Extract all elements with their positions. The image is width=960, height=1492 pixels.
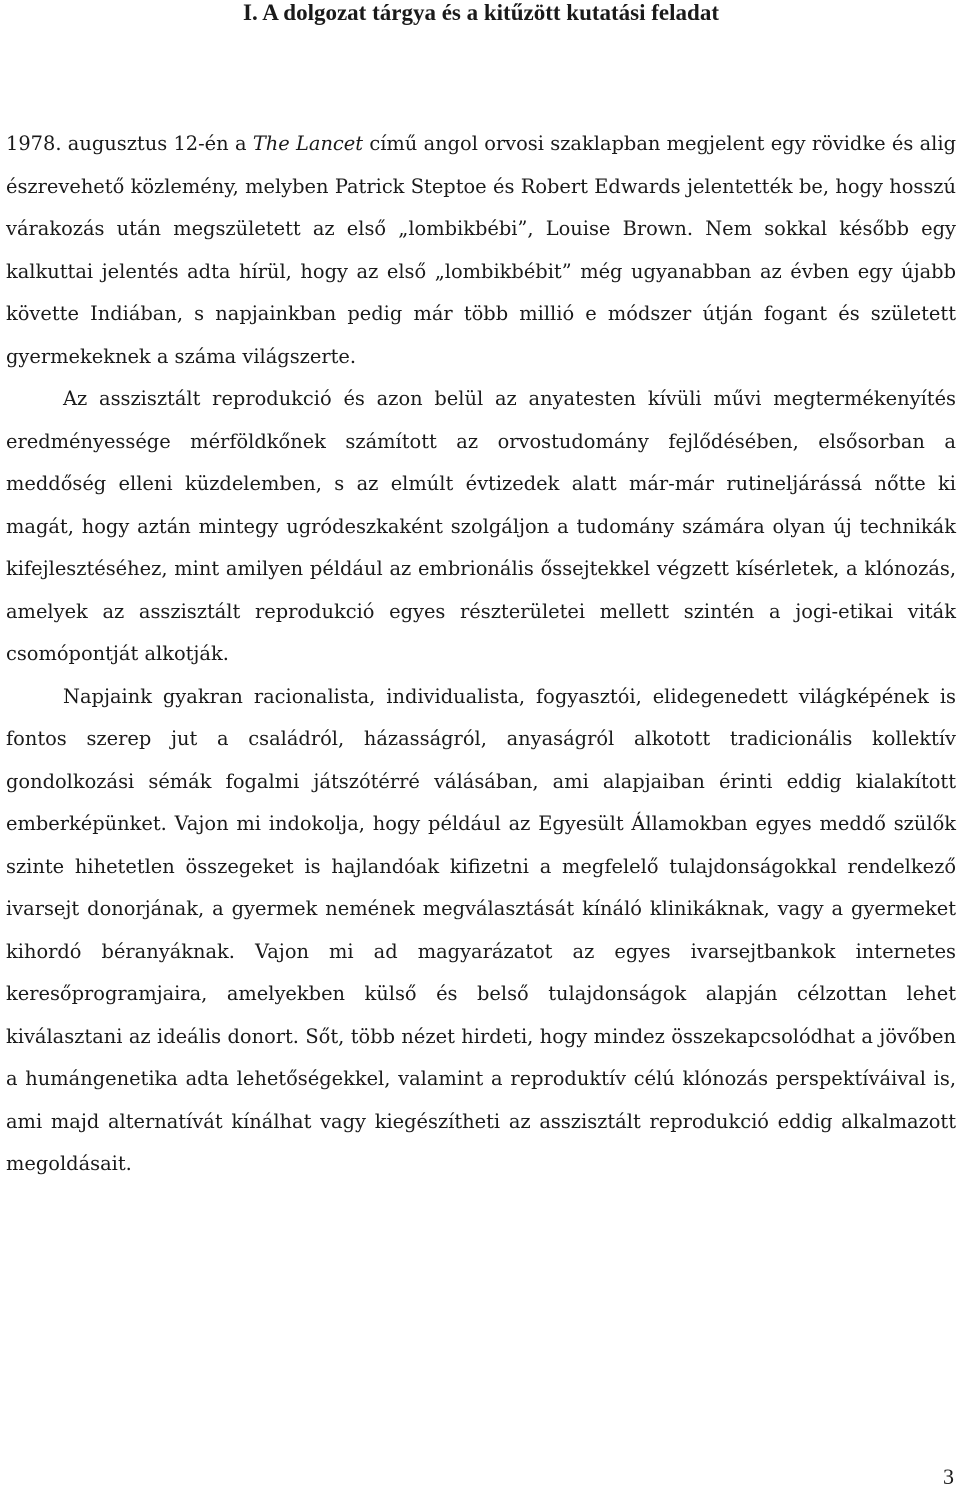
journal-title: The Lancet <box>252 132 364 155</box>
paragraph-1 <box>6 123 956 378</box>
paragraph-3: Napjaink gyakran racionalista, individualista, fogyasztói, elidegenedett világképének is fontos szerep jut a családról, házasságról, anyaságról alkotott tradicionális kollektív gondolkozási sémák fogalmi játszótérré válásában, ami alapjaiban érinti eddig kialakított emberképünket. Vajon mi indokolja, hogy például az Egyesült Államokban egyes meddő szülők szinte hihetetlen összegeket is hajlandóak kifizetni a megfelelő tulajdonságokkal rendelkező ivarsejt donorjának, a gyermek nemének megválasztását kínáló klinikáknak, vagy a gyermeket kihordó béranyáknak. Vajon mi ad magyarázatot az egyes ivarsejtbankok internetes keresőprogramjaira, amelyekben külső és belső tulajdonságok alapján célzottan lehet kiválasztani az ideális donort. Sőt, több nézet hirdeti, hogy mindez összekapcsolódhat a jövőben a humángenetika adta lehetőségekkel, valamint a reproduktív célú klónozás perspektíváival is, ami majd alternatívát kínálhat vagy kiegészítheti az asszisztált reprodukció eddig alkalmazott megoldásait. <box>6 684 956 1175</box>
paragraph-1-calcutta-report: Nem sokkal később egy kalkuttai jelentés adta hírül, hogy az első „lombikbébit” még ugyanabban az évben egy újabb követte Indiában, s napjainkban pedig már több millió e módszer útján fogant és született gyermekeknek a száma világszerte. <box>6 217 957 368</box>
paragraph-2: Az asszisztált reprodukció és azon belül az anyatesten kívüli művi megtermékenyítés eredményessége mérföldkőnek számított az orvostudomány fejlődésében, elsősorban a meddőség elleni küzdelemben, s az elmúlt évtizedek alatt már-már rutineljárássá nőtte ki magát, hogy aztán mintegy ugródeszkaként szolgáljon a tudomány számára olyan új technikák kifejlesztéséhez, mint amilyen például az embrionális őssejtekkel végzett kísérletek, a klónozás, amelyek az asszisztált reprodukció egyes részterületei mellett szintén a jogi-etikai viták csomópontját alkotják. <box>6 387 956 665</box>
document-page <box>6 0 956 1186</box>
paragraph-1-intro: 1978. augusztus 12-én a <box>6 132 253 155</box>
paragraph-1-lancet-report: című angol orvosi szaklapban megjelent egy rövidke és alig észrevehető közlemény, melyben Patrick Steptoe és Robert Edwards jelentették be, hogy hosszú várakozás után megszületett az első „lombikbébi”, Louise Brown. <box>6 132 956 240</box>
page-number: 3 <box>943 1464 954 1489</box>
section-heading: I. A dolgozat tárgya és a kitűzött kutatási feladat <box>243 0 719 25</box>
